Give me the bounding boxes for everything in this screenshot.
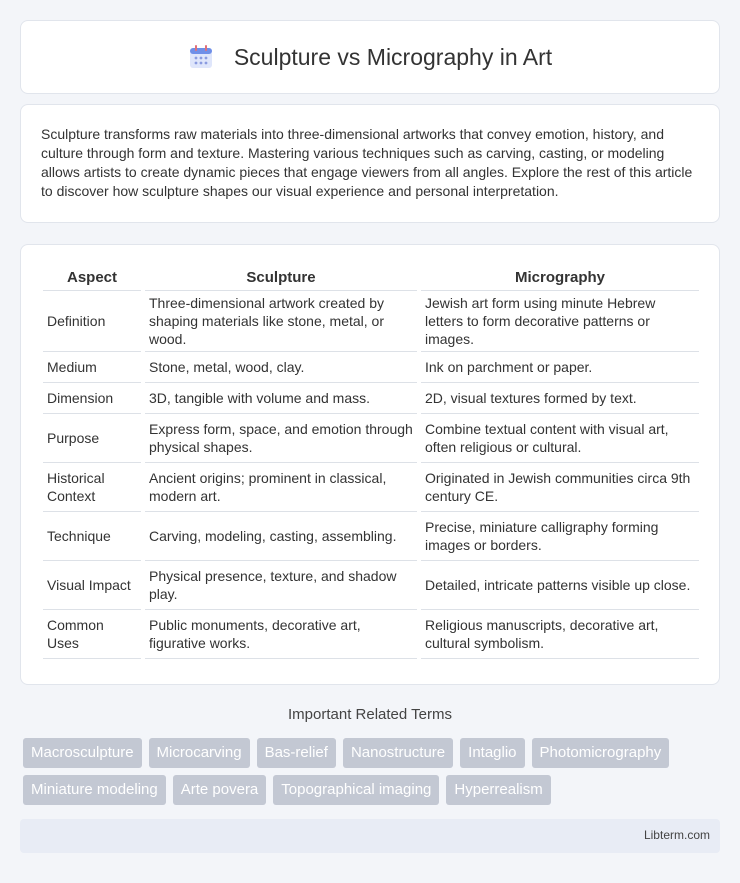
header-micrography: Micrography [421, 265, 699, 291]
related-term-tag[interactable]: Arte povera [173, 775, 267, 805]
related-term-tag[interactable]: Intaglio [460, 738, 524, 768]
cell-aspect: Visual Impact [43, 561, 141, 610]
cell-aspect: Common Uses [43, 610, 141, 659]
footer [20, 819, 720, 853]
cell-sculpture: Three-dimensional artwork created by shaping materials like stone, metal, or wood. [145, 291, 417, 352]
related-term-tag[interactable]: Microcarving [149, 738, 250, 768]
cell-micrography: Detailed, intricate patterns visible up close. [421, 561, 699, 610]
calendar-icon [188, 44, 214, 70]
intro-card [20, 104, 720, 223]
related-term-tag[interactable]: Miniature modeling [23, 775, 166, 805]
cell-micrography: Religious manuscripts, decorative art, cultural symbolism. [421, 610, 699, 659]
cell-micrography: Originated in Jewish communities circa 9th century CE. [421, 463, 699, 512]
table-row [43, 610, 699, 659]
cell-aspect: Definition [43, 291, 141, 352]
cell-micrography: Precise, miniature calligraphy forming images or borders. [421, 512, 699, 561]
table-row [43, 414, 699, 463]
related-terms-list [23, 738, 723, 812]
cell-sculpture: Ancient origins; prominent in classical, modern art. [145, 463, 417, 512]
footer-site-link[interactable]: Libterm.com [643, 828, 710, 842]
comparison-table [39, 265, 703, 659]
cell-sculpture: Public monuments, decorative art, figurative works. [145, 610, 417, 659]
header-aspect: Aspect [43, 265, 141, 291]
comparison-table-card [20, 244, 720, 685]
header-card [20, 20, 720, 94]
related-terms-title: Important Related Terms [288, 706, 452, 723]
header-sculpture: Sculpture [145, 265, 417, 291]
cell-sculpture: 3D, tangible with volume and mass. [145, 383, 417, 414]
table-row [43, 512, 699, 561]
cell-aspect: Purpose [43, 414, 141, 463]
cell-sculpture: Physical presence, texture, and shadow play. [145, 561, 417, 610]
related-term-tag[interactable]: Hyperrealism [446, 775, 550, 805]
related-term-tag[interactable]: Topographical imaging [273, 775, 439, 805]
cell-sculpture: Stone, metal, wood, clay. [145, 352, 417, 383]
related-term-tag[interactable]: Bas-relief [257, 738, 336, 768]
related-term-tag[interactable]: Nanostructure [343, 738, 453, 768]
table-row [43, 291, 699, 352]
cell-micrography: Jewish art form using minute Hebrew letters to form decorative patterns or images. [421, 291, 699, 352]
page-title: Sculpture vs Micrography in Art [233, 43, 553, 70]
cell-aspect: Medium [43, 352, 141, 383]
related-term-tag[interactable]: Photomicrography [532, 738, 670, 768]
cell-sculpture: Carving, modeling, casting, assembling. [145, 512, 417, 561]
table-row [43, 352, 699, 383]
cell-micrography: Combine textual content with visual art, often religious or cultural. [421, 414, 699, 463]
table-row [43, 463, 699, 512]
cell-aspect: Historical Context [43, 463, 141, 512]
cell-aspect: Dimension [43, 383, 141, 414]
table-row [43, 561, 699, 610]
intro-text: Sculpture transforms raw materials into three-dimensional artworks that convey emotion, history, and culture through form and texture. Mastering various techniques such as carving, casting, or modeling allows artists to create dynamic pieces that engage viewers from all angles. Explore the rest of this article to discover how sculpture shapes our visual experience and personal interpretation. [41, 126, 693, 199]
cell-micrography: 2D, visual textures formed by text. [421, 383, 699, 414]
related-term-tag[interactable]: Macrosculpture [23, 738, 142, 768]
cell-aspect: Technique [43, 512, 141, 561]
cell-micrography: Ink on parchment or paper. [421, 352, 699, 383]
table-row [43, 383, 699, 414]
cell-sculpture: Express form, space, and emotion through physical shapes. [145, 414, 417, 463]
